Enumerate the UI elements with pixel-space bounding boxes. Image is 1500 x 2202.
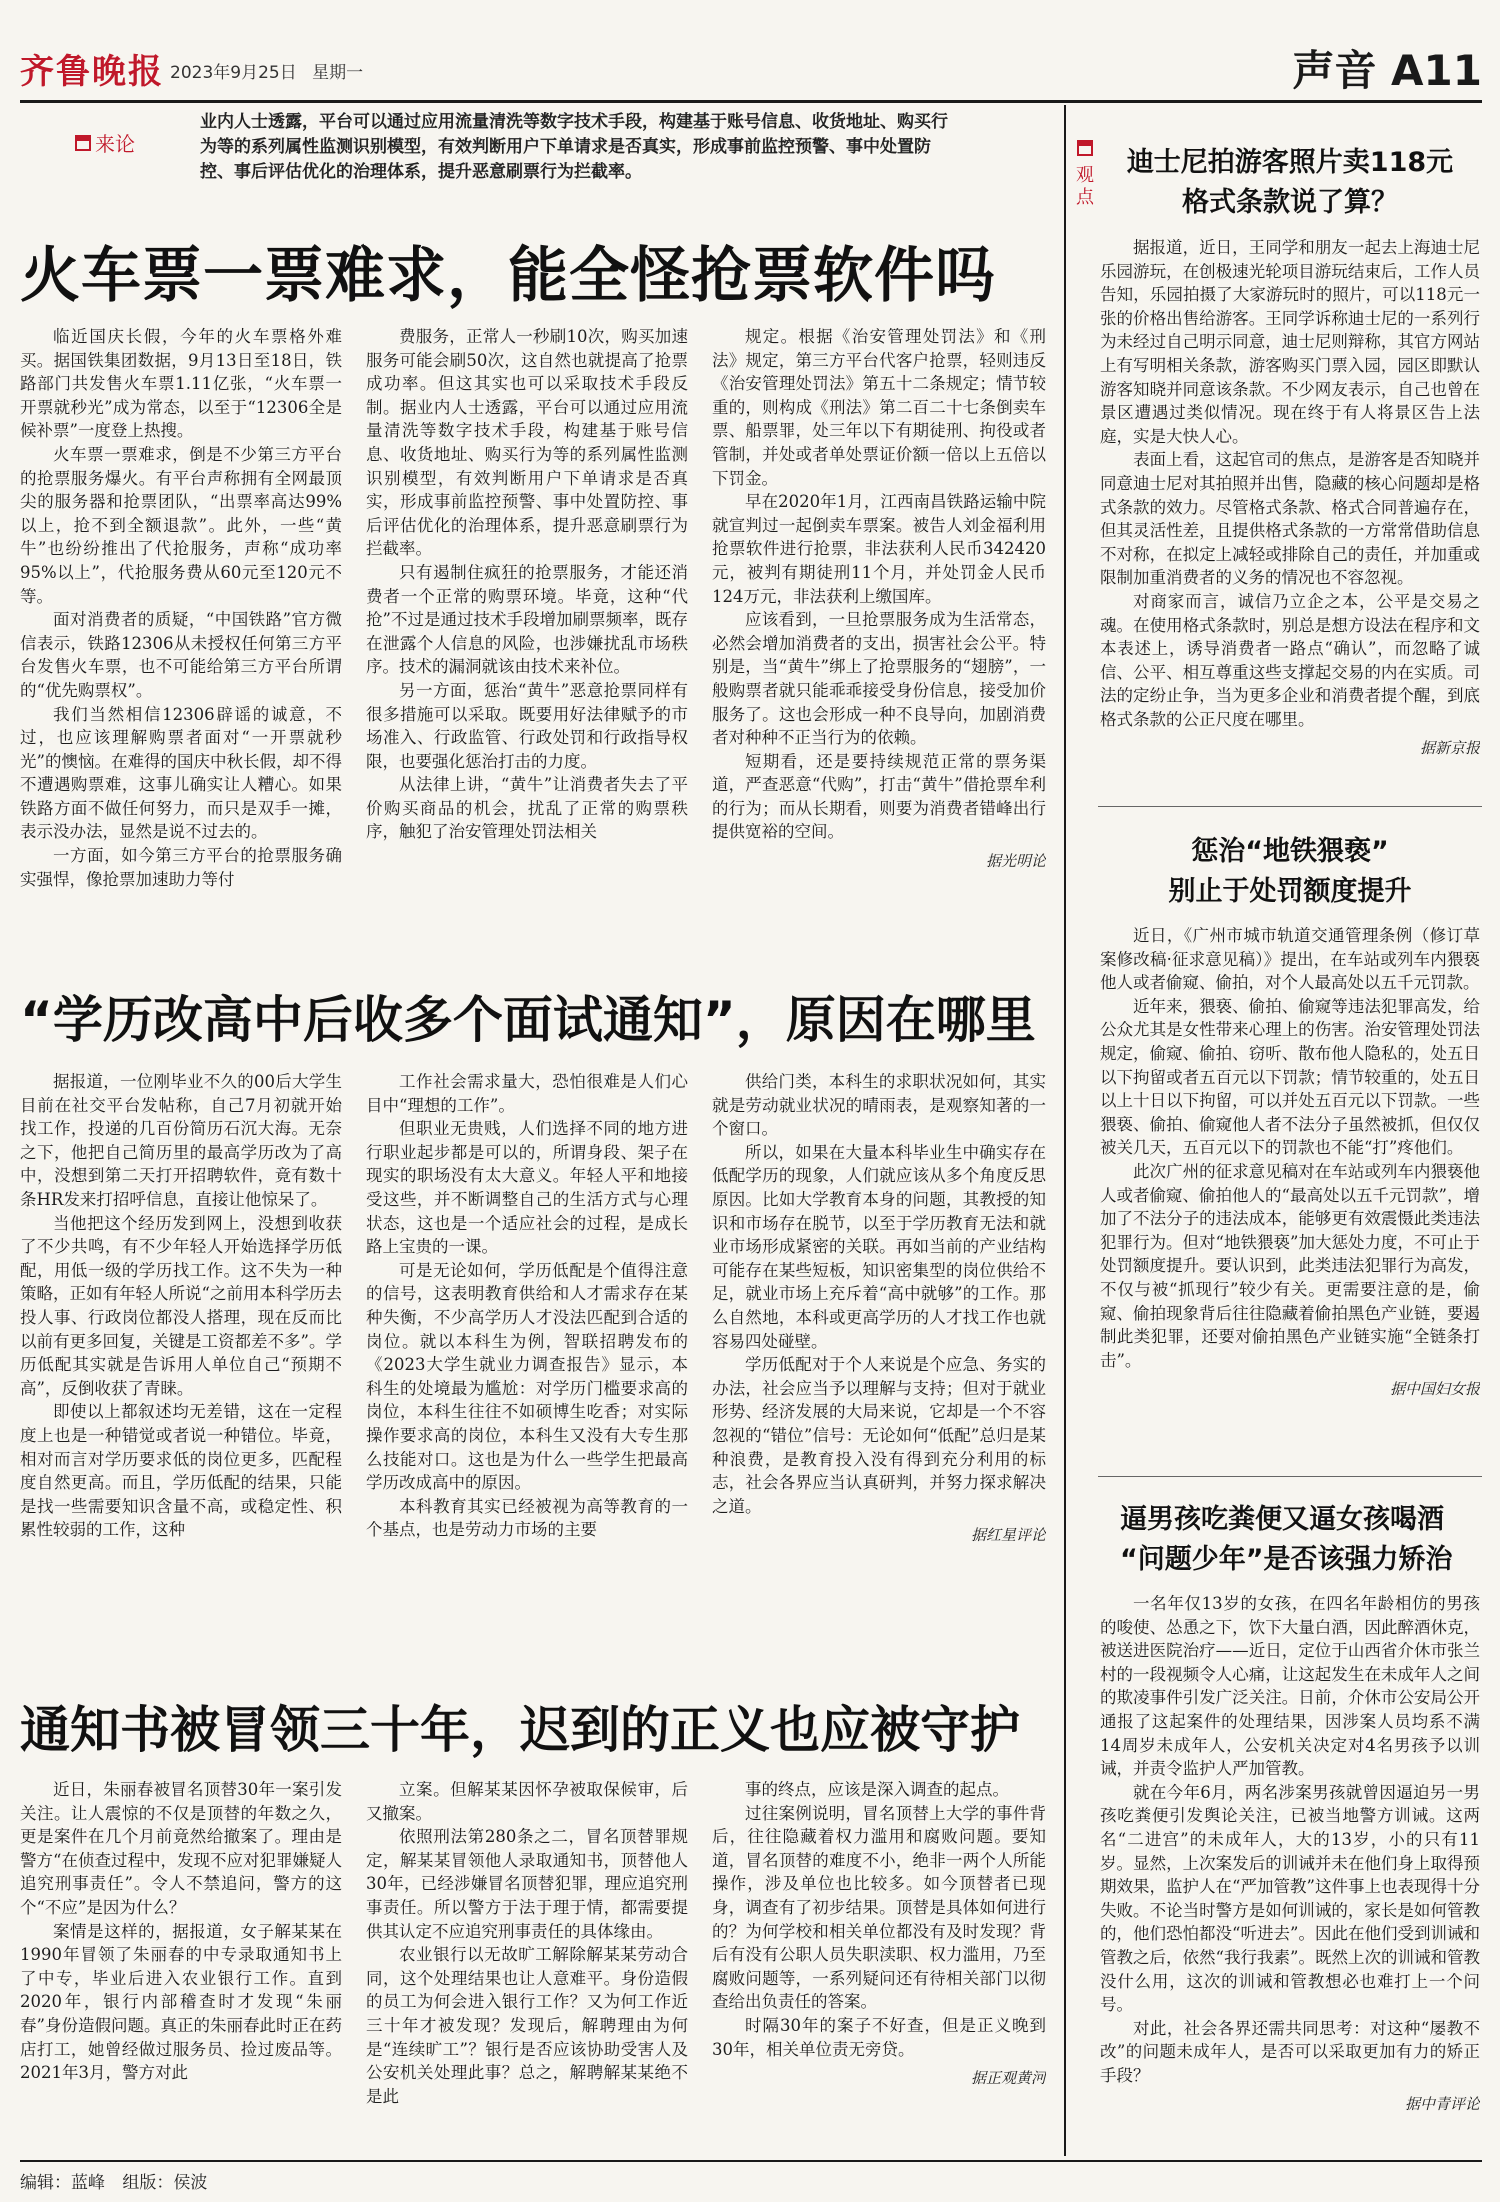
article1-column-1 [20,325,342,945]
paragraph: 从法律上讲，“黄牛”让消费者失去了平价购买商品的机会，扰乱了正常的购票秩序，触犯了治安管理处罚法相关 [366,775,688,842]
editor-credit: 编辑：蓝峰 [20,2173,105,2193]
paragraph: 农业银行以无故旷工解除解某某劳动合同，这个处理结果也让人意难平。身份造假的员工为何会进入银行工作？又为何工作近三十年才被发现？发现后，解聘理由为何是“连续旷工”？银行是否应该协助受害人及公安机关处理此事？总之，解聘解某某绝不是此 [366,1945,688,2106]
paragraph: 立案。但解某某因怀孕被取保候审，后又撤案。 [366,1780,688,1823]
paragraph: 临近国庆长假，今年的火车票格外难买。据国铁集团数据，9月13日至18日，铁路部门共发售火车票1.11亿张，“火车票一开票就秒光”成为常态，以至于“12306全是候补票”一度登上热搜。 [20,327,342,441]
article2-column-1 [20,1070,342,1640]
paragraph: 另一方面，惩治“黄牛”恶意抢票同样有很多措施可以采取。既要用好法律赋予的市场准入、行政监管、行政处罚和行政指导权限，也要强化惩治打击的力度。 [366,680,688,771]
guandian-tag [1074,140,1096,209]
paragraph: 依照刑法第280条之二，冒名顶替罪规定，解某某冒领他人录取通知书，顶替他人30年，已经涉嫌冒名顶替犯罪，理应追究刑事责任。所以警方于法于理于情，都需要提供其认定不应追究刑事责任的具体缘由。 [366,1827,688,1941]
article2-headline: “学历改高中后收多个面试通知”，原因在哪里 [20,991,1036,1049]
footer-credits [20,2168,207,2193]
paragraph: 规定。根据《治安管理处罚法》和《刑法》规定，第三方平台代客户抢票，轻则违反《治安管理处罚法》第五十二条规定；情节较重的，则构成《刑法》第二百二十七条倒卖车票、船票罪，处三年以下有期徒刑、拘役或者管制，并处或者单处票证价额一倍以上五倍以下罚金。 [712,327,1046,488]
article1-column-2 [366,325,688,945]
right-separator [1098,806,1482,807]
article3-column-1 [20,1778,342,2148]
laihun-tag-label: 来论 [95,132,135,156]
article3-column-2 [366,1778,688,2148]
right-article1-body [1100,236,1480,796]
right-article3-body [1100,1592,1480,2154]
paragraph: 对此，社会各界还需共同思考：对这种“屡教不改”的问题未成年人，是否可以采取更加有力的矫正手段？ [1100,2018,1480,2085]
article1-column-3 [712,325,1046,965]
tag-box-icon [75,135,91,151]
guandian-tag-label: 观点 [1076,165,1094,208]
paragraph: 工作社会需求量大，恐怕很难是人们心目中“理想的工作”。 [366,1072,688,1115]
paragraph: 本科教育其实已经被视为高等教育的一个基点，也是劳动力市场的主要 [366,1496,688,1540]
paragraph: 时隔30年的案子不好查，但是正义晚到30年，相关单位责无旁贷。 [712,2015,1046,2059]
paragraph: 当他把这个经历发到网上，没想到收获了不少共鸣，有不少年轻人开始选择学历低配，用低一级的学历找工作。这不失为一种策略，正如有年轻人所说“之前用本科学历去投人事、行政岗位都没人搭理，现在反而比以前有更多回复，关键是工资都差不多”。学历低配其实就是告诉用人单位自己“预期不高”，反倒收获了青睐。 [20,1213,342,1398]
paragraph: 我们当然相信12306辟谣的诚意，不过，也应该理解购票者面对“一开票就秒光”的懊恼。在难得的国庆中秋长假，却不得不遭遇购票难，这事儿确实让人糟心。如果铁路方面不做任何努力，而只是双手一摊，表示没办法，显然是说不过去的。 [20,704,342,842]
article2-byline: 据红星评论 [970,1526,1046,1545]
paragraph: 过往案例说明，冒名顶替上大学的事件背后，往往隐藏着权力滥用和腐败问题。要知道，冒名顶替的难度不小，绝非一两个人所能操作，涉及单位也比较多。如今顶替者已现身，调查有了初步结果。顶替是具体如何进行的？为何学校和相关单位都没有及时发现？背后有没有公职人员失职渎职、权力滥用，乃至腐败问题等，一系列疑问还有待相关部门以彻查给出负责任的答案。 [712,1803,1046,2012]
column-divider [1064,105,1066,2156]
right-separator [1098,1476,1482,1477]
article3-byline: 据正观黄河 [970,2069,1046,2088]
header-rule [20,100,1482,103]
right-article2-byline: 据中国妇女报 [1389,1380,1480,1399]
paragraph: 只有遏制住疯狂的抢票服务，才能还消费者一个正常的购票环境。毕竟，这种“代抢”不过是通过技术手段增加刷票频率，既存在泄露个人信息的风险，也涉嫌扰乱市场秩序。技术的漏洞就该由技术来补位。 [366,562,688,677]
lead-blurb: 业内人士透露，平台可以通过应用流量清洗等数字技术手段，构建基于账号信息、收货地址、购买行为等的系列属性监测识别模型，有效判断用户下单请求是否真实，形成事前监控预警、事中处置防控、事后评估优化的治理体系，提升恶意刷票行为拦截率。 [200,112,948,182]
footer-rule [20,2160,1482,2162]
tag-box-icon [1077,140,1093,156]
paragraph: 对商家而言，诚信乃立企之本，公平是交易之魂。在使用格式条款时，别总是想方设法在程序和文本表述上，诱导消费者一路点“确认”，而忽略了诚信、公平、相互尊重这些支撑起交易的内在实质。司法的定纷止争，当为更多企业和消费者提个醒，到底格式条款的公正尺度在哪里。 [1100,591,1480,729]
paragraph: 供给门类，本科生的求职状况如何，其实就是劳动就业状况的晴雨表，是观察知著的一个窗口。 [712,1072,1046,1139]
article3-column-3 [712,1778,1046,2154]
section-label: 声音 A11 [1292,46,1482,95]
layout-credit: 组版：侯波 [122,2173,208,2193]
paragraph: 火车票一票难求，倒是不少第三方平台的抢票服务爆火。有平台声称拥有全网最顶尖的服务器和抢票团队，“出票率高达99%以上，抢不到全额退款”。此外，一些“黄牛”也纷纷推出了代抢服务，声称“成功率95%以上”，代抢服务费从60元至120元不等。 [20,444,342,606]
issue-date: 2023年9月25日 [170,63,297,83]
paragraph: 据报道，近日，王同学和朋友一起去上海迪士尼乐园游玩，在创极速光轮项目游玩结束后，工作人员告知，乐园拍摄了大家游玩时的照片，可以118元一张的价格出售给游客。王同学诉称迪士尼的一系列行为未经过自己明示同意，迪士尼则辩称，其官方网站上有写明相关条款，游客购买门票入园，园区即默认游客知晓并同意该条款。不少网友表示，自己也曾在景区遭遇过类似情况。现在终于有人将景区告上法庭，实是大快人心。 [1100,238,1480,446]
paragraph: 但职业无贵贱，人们选择不同的地方进行职业起步都是可以的，所谓身段、架子在现实的职场没有太大意义。年轻人平和地接受这些，并不断调整自己的生活方式与心理状态，这也是一个适应社会的过程，是成长路上宝贵的一课。 [366,1119,688,1257]
laihun-tag [75,128,135,157]
paragraph: 近日，朱丽春被冒名顶替30年一案引发关注。让人震惊的不仅是顶替的年数之久，更是案件在几个月前竟然给撤案了。理由是警方“在侦查过程中，发现不应对犯罪嫌疑人追究刑事责任”。令人不禁追问，警方的这个“不应”是因为什么？ [20,1780,342,1917]
issue-weekday: 星期一 [312,63,364,83]
paragraph: 即使以上都叙述均无差错，这在一定程度上也是一种错觉或者说一种错位。毕竟，相对而言对学历要求低的岗位更多，匹配程度自然更高。而且，学历低配的结果，只能是找一些需要知识含量不高，或稳定性、积累性较弱的工作，这种 [20,1402,342,1540]
paragraph: 表面上看，这起官司的焦点，是游客是否知晓并同意迪士尼对其拍照并出售，隐藏的核心问题却是格式条款的效力。尽管格式条款、格式合同普遍存在，但其灵活性差，且提供格式条款的一方常常借助信息不对称，在拟定上减轻或排除自己的责任，并加重或限制加重消费者的义务的情况也不容忽视。 [1100,450,1480,588]
right-article1-headline: 迪士尼拍游客照片卖118元 格式条款说了算？ [1126,147,1454,218]
paragraph: 近年来，猥亵、偷拍、偷窥等违法犯罪高发，给公众尤其是女性带来心理上的伤害。治安管理处罚法规定，偷窥、偷拍、窃听、散布他人隐私的，处五日以下拘留或者五百元以下罚款；情节较重的，处五日以上十日以下拘留，可以并处五百元以下罚款。一些猥亵、偷拍、偷窥他人者不法分子虽然被抓，但仅仅被关几天，五百元以下的罚款也不能“打”疼他们。 [1100,996,1480,1158]
paragraph: 案情是这样的，据报道，女子解某某在1990年冒领了朱丽春的中专录取通知书上了中专，毕业后进入农业银行工作。直到2020年，银行内部稽查时才发现“朱丽春”身份造假问题。真正的朱丽春此时正在药店打工，她曾经做过服务员、捡过废品等。2021年3月，警方对此 [20,1921,342,2083]
paragraph: 所以，如果在大量本科毕业生中确实存在低配学历的现象，人们就应该从多个角度反思原因。比如大学教育本身的问题，其教授的知识和市场存在脱节，以至于学历教育无法和就业市场形成紧密的关联。再如当前的产业结构可能存在某些短板，知识密集型的岗位供给不足，就业市场上充斥着“高中就够”的工作。那么自然地，本科或更高学历的人才找工作也就容易四处碰壁。 [712,1142,1046,1351]
paragraph: 学历低配对于个人来说是个应急、务实的办法，社会应当予以理解与支持；但对于就业形势、经济发展的大局来说，它却是一个不容忽视的“错位”信号：无论如何“低配”总归是某种浪费，是教育投入没有得到充分利用的标志，社会各界应当认真研判，并努力探求解决之道。 [712,1355,1046,1516]
paragraph: 可是无论如何，学历低配是个值得注意的信号，这表明教育供给和人才需求存在某种失衡，不少高学历人才没法匹配到合适的岗位。就以本科生为例，智联招聘发布的《2023大学生就业力调查报告》显示，本科生的处境最为尴尬：对学历门槛要求高的岗位，本科生往往不如硕博生吃香；对实际操作要求高的岗位，本科生又没有大专生那么技能对口。这也是为什么一些学生把最高学历改成高中的原因。 [366,1260,688,1493]
article3-headline: 通知书被冒领三十年，迟到的正义也应被守护 [20,1701,1020,1759]
paragraph: 费服务，正常人一秒刷10次，购买加速服务可能会刷50次，这自然也就提高了抢票成功率。但这其实也可以采取技术手段反制。据业内人士透露，平台可以通过应用流量清洗等数字技术手段，构建基于账号信息、收货地址、购买行为等的系列属性监测识别模型，有效判断用户下单请求是否真实，形成事前监控预警、事中处置防控、事后评估优化的治理体系，提升恶意刷票行为拦截率。 [366,327,688,559]
right-article2-body [1100,924,1480,1464]
right-article2-headline: 惩治“地铁猥亵” 别止于处罚额度提升 [1168,836,1412,907]
paragraph: 就在今年6月，两名涉案男孩就曾因逼迫另一男孩吃粪便引发舆论关注，已被当地警方训诫。这两名“二进宫”的未成年人，大的13岁，小的只有11岁。显然，上次案发后的训诫并未在他们身上取得预期效果，监护人在“严加管教”这件事上也表现得十分失败。不论当时警方是如何训诫的，家长是如何管教的，他们恐怕都没“听进去”。因此在他们受到训诫和管教之后，依然“我行我素”。既然上次的训诫和管教没什么用，这次的训诫和管教想必也难打上一个问号。 [1100,1782,1480,2015]
article2-column-3 [712,1070,1046,1660]
paragraph: 一方面，如今第三方平台的抢票服务确实强悍，像抢票加速助力等付 [20,846,342,889]
paragraph: 据报道，一位刚毕业不久的00后大学生目前在社交平台发帖称，自己7月初就开始找工作，投递的几百份简历石沉大海。无奈之下，他把自己简历里的最高学历改为了高中，没想到第二天打开招聘软件，竟有数十条HR发来打招呼信息，直接让他惊呆了。 [20,1072,342,1209]
article1-byline: 据光明论 [985,852,1046,871]
paragraph: 近日，《广州市城市轨道交通管理条例（修订草案修改稿·征求意见稿）》提出，在车站或列车内猥亵他人或者偷窥、偷拍，对个人最高处以五千元罚款。 [1100,926,1480,993]
masthead-logo: 齐鲁晚报 [20,52,164,92]
paragraph: 短期看，还是要持续规范正常的票务渠道，严查恶意“代购”，打击“黄牛”借抢票牟利的行为；而从长期看，则要为消费者错峰出行提供宽裕的空间。 [712,751,1046,842]
right-article1-byline: 据新京报 [1419,739,1480,758]
article2-column-2 [366,1070,688,1640]
paragraph: 事的终点，应该是深入调查的起点。 [745,1780,1009,1799]
right-article3-headline: 逼男孩吃粪便又逼女孩喝酒 “问题少年”是否该强力矫治 [1120,1504,1453,1575]
paragraph: 一名年仅13岁的女孩，在四名年龄相仿的男孩的唆使、怂恿之下，饮下大量白酒，因此醉酒休克，被送进医院治疗——近日，定位于山西省介休市张兰村的一段视频令人心痛，让这起发生在未成年人之间的欺凌事件引发广泛关注。日前，介休市公安局公开通报了这起案件的处理结果，因涉案人员均系不满14周岁未成年人，公安机关决定对4名男孩予以训诫，并责令监护人严加管教。 [1100,1594,1480,1779]
paragraph: 此次广州的征求意见稿对在车站或列车内猥亵他人或者偷窥、偷拍他人的“最高处以五千元罚款”，增加了不法分子的违法成本，能够更有效震慑此类违法犯罪行为。但对“地铁猥亵”加大惩处力度，不可止于处罚额度提升。要认识到，此类违法犯罪行为高发，不仅与被“抓现行”较少有关。更需要注意的是，偷窥、偷拍现象背后往往隐藏着偷拍黑色产业链，要遏制此类犯罪，还要对偷拍黑色产业链实施“全链条打击”。 [1100,1161,1480,1370]
paragraph: 早在2020年1月，江西南昌铁路运输中院就宣判过一起倒卖车票案。被告人刘金福利用抢票软件进行抢票，非法获利人民币342420元，被判有期徒刑11个月，并处罚金人民币124万元，非法获利上缴国库。 [712,492,1046,606]
article1-headline: 火车票一票难求，能全怪抢票软件吗 [20,241,996,311]
issue-date-line [170,58,363,83]
paragraph: 面对消费者的质疑，“中国铁路”官方微信表示，铁路12306从未授权任何第三方平台发售火车票，也不可能给第三方平台所谓的“优先购票权”。 [20,610,342,700]
right-article3-byline: 据中青评论 [1404,2095,1480,2114]
paragraph: 应该看到，一旦抢票服务成为生活常态，必然会增加消费者的支出，损害社会公平。特别是，当“黄牛”绑上了抢票服务的“翅膀”，一般购票者就只能乖乖接受身份信息，接受加价服务了。这也会形成一种不良导向，加剧消费者对种种不正当行为的依赖。 [712,610,1046,748]
